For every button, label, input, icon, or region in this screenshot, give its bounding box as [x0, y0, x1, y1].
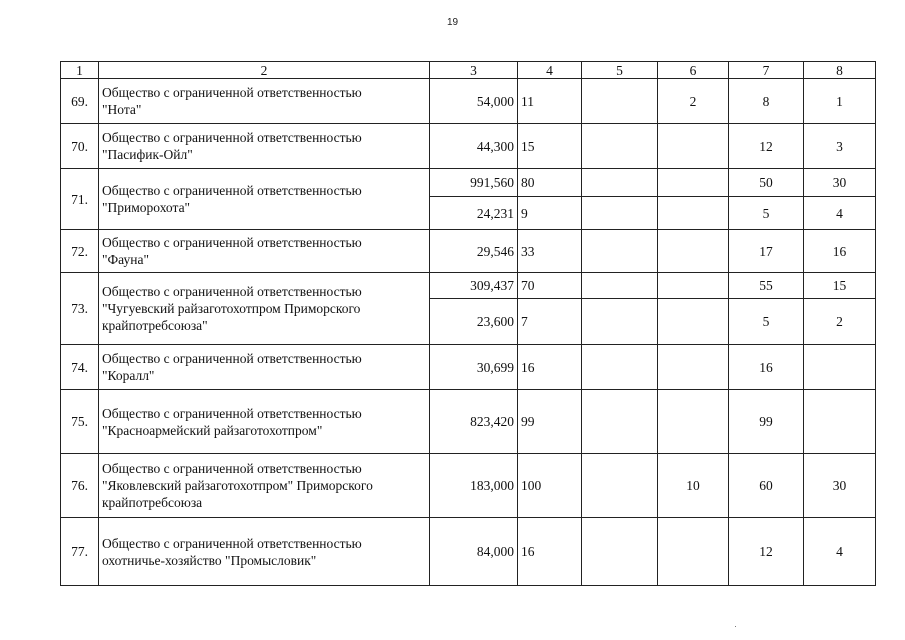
value-col-7: 12 [729, 124, 804, 169]
value-col-7: 5 [729, 197, 804, 230]
value-col-8: 1 [804, 79, 876, 124]
organization-name [99, 345, 430, 390]
row-number: 73. [61, 273, 99, 345]
table-row [61, 345, 876, 390]
value-col-3: 54,000 [430, 79, 518, 124]
header-cell-3: 3 [430, 62, 518, 79]
value-col-4: 15 [518, 124, 582, 169]
value-col-4: 16 [518, 518, 582, 586]
organization-name-line: "Приморохота" [102, 200, 191, 215]
organization-name-line: "Нота" [102, 102, 142, 117]
organization-name [99, 518, 430, 586]
value-col-5 [582, 518, 658, 586]
value-col-8: 4 [804, 197, 876, 230]
value-col-8 [804, 345, 876, 390]
value-col-3: 30,699 [430, 345, 518, 390]
organization-name-line: "Красноармейский райзаготохотпром" [102, 422, 323, 438]
header-cell-1: 1 [61, 62, 99, 79]
organization-name-line: "Пасифик-Ойл" [102, 147, 193, 162]
value-col-6 [658, 345, 729, 390]
header-cell-2: 2 [99, 62, 430, 79]
value-col-7: 16 [729, 345, 804, 390]
value-col-6: 10 [658, 454, 729, 518]
value-col-3: 823,420 [430, 390, 518, 454]
value-col-6 [658, 299, 729, 345]
organization-name-line: "Чугуевский райзаготохотпром Приморского [102, 301, 361, 316]
value-col-7: 17 [729, 230, 804, 273]
table-row [61, 124, 876, 169]
value-col-5 [582, 299, 658, 345]
value-col-3: 991,560 [430, 169, 518, 197]
value-col-8: 30 [804, 454, 876, 518]
value-col-8: 15 [804, 273, 876, 299]
value-col-5 [582, 197, 658, 230]
organization-name [99, 124, 430, 169]
organization-name [99, 230, 430, 273]
row-number: 69. [61, 79, 99, 124]
organization-name-line: крайпотребсоюза" [102, 318, 208, 333]
organization-name [99, 79, 430, 124]
value-col-6 [658, 273, 729, 299]
value-col-5 [582, 390, 658, 454]
value-col-3: 23,600 [430, 299, 518, 345]
value-col-4: 16 [518, 345, 582, 390]
row-number: 70. [61, 124, 99, 169]
organization-name [99, 390, 430, 454]
value-col-7: 99 [729, 390, 804, 454]
value-col-4: 33 [518, 230, 582, 273]
value-col-3: 84,000 [430, 518, 518, 586]
value-col-3: 309,437 [430, 273, 518, 299]
organization-name [99, 169, 430, 230]
organization-name [99, 454, 430, 518]
organization-name-line: "Яковлевский райзаготохотпром" Приморского [102, 478, 373, 493]
organization-name-line: Общество с ограниченной ответственностью [102, 535, 362, 551]
value-col-5 [582, 79, 658, 124]
value-col-5 [582, 124, 658, 169]
value-col-3: 44,300 [430, 124, 518, 169]
organization-name-line: охотничье-хозяйство "Промысловик" [102, 552, 317, 568]
header-cell-7: 7 [729, 62, 804, 79]
header-cell-4: 4 [518, 62, 582, 79]
organization-name-line: "Фауна" [102, 252, 149, 267]
value-col-7: 8 [729, 79, 804, 124]
value-col-4: 9 [518, 197, 582, 230]
organization-name-line: "Коралл" [102, 368, 155, 383]
value-col-8: 2 [804, 299, 876, 345]
row-number: 77. [61, 518, 99, 586]
value-col-5 [582, 169, 658, 197]
organization-name-line: Общество с ограниченной ответственностью [102, 85, 362, 100]
value-col-6 [658, 390, 729, 454]
value-col-7: 12 [729, 518, 804, 586]
value-col-4: 99 [518, 390, 582, 454]
row-number: 76. [61, 454, 99, 518]
value-col-7: 55 [729, 273, 804, 299]
value-col-8: 3 [804, 124, 876, 169]
value-col-5 [582, 454, 658, 518]
value-col-6: 2 [658, 79, 729, 124]
value-col-6 [658, 124, 729, 169]
value-col-8 [804, 390, 876, 454]
table-row [61, 79, 876, 124]
row-number: 75. [61, 390, 99, 454]
value-col-6 [658, 169, 729, 197]
page-number: 19 [446, 17, 459, 28]
organization-name-line: Общество с ограниченной ответственностью [102, 183, 362, 198]
organization-name-line: Общество с ограниченной ответственностью [102, 351, 362, 366]
header-cell-8: 8 [804, 62, 876, 79]
document-table [60, 61, 876, 586]
value-col-7: 50 [729, 169, 804, 197]
row-number: 72. [61, 230, 99, 273]
table-row [61, 230, 876, 273]
header-cell-6: 6 [658, 62, 729, 79]
organization-name [99, 273, 430, 345]
header-cell-5: 5 [582, 62, 658, 79]
table-row [61, 169, 876, 197]
organization-name-line: Общество с ограниченной ответственностью [102, 405, 362, 421]
value-col-5 [582, 273, 658, 299]
value-col-8: 16 [804, 230, 876, 273]
organization-name-line: Общество с ограниченной ответственностью [102, 235, 362, 250]
value-col-3: 24,231 [430, 197, 518, 230]
row-number: 71. [61, 169, 99, 230]
value-col-5 [582, 345, 658, 390]
value-col-6 [658, 197, 729, 230]
value-col-8: 4 [804, 518, 876, 586]
value-col-5 [582, 230, 658, 273]
organization-name-line: крайпотребсоюза [102, 495, 203, 510]
value-col-7: 5 [729, 299, 804, 345]
organization-name-line: Общество с ограниченной ответственностью [102, 461, 362, 476]
value-col-4: 11 [518, 79, 582, 124]
table-row [61, 454, 876, 518]
value-col-4: 7 [518, 299, 582, 345]
value-col-6 [658, 518, 729, 586]
table-row [61, 273, 876, 299]
value-col-3: 183,000 [430, 454, 518, 518]
value-col-8: 30 [804, 169, 876, 197]
value-col-7: 60 [729, 454, 804, 518]
row-number: 74. [61, 345, 99, 390]
table-header-row [61, 62, 876, 79]
table-row [61, 390, 876, 454]
value-col-6 [658, 230, 729, 273]
value-col-3: 29,546 [430, 230, 518, 273]
value-col-4: 70 [518, 273, 582, 299]
table-row [61, 518, 876, 586]
value-col-4: 80 [518, 169, 582, 197]
organization-name-line: Общество с ограниченной ответственностью [102, 130, 362, 145]
organization-name-line: Общество с ограниченной ответственностью [102, 284, 362, 299]
value-col-4: 100 [518, 454, 582, 518]
scan-speck [735, 626, 736, 627]
